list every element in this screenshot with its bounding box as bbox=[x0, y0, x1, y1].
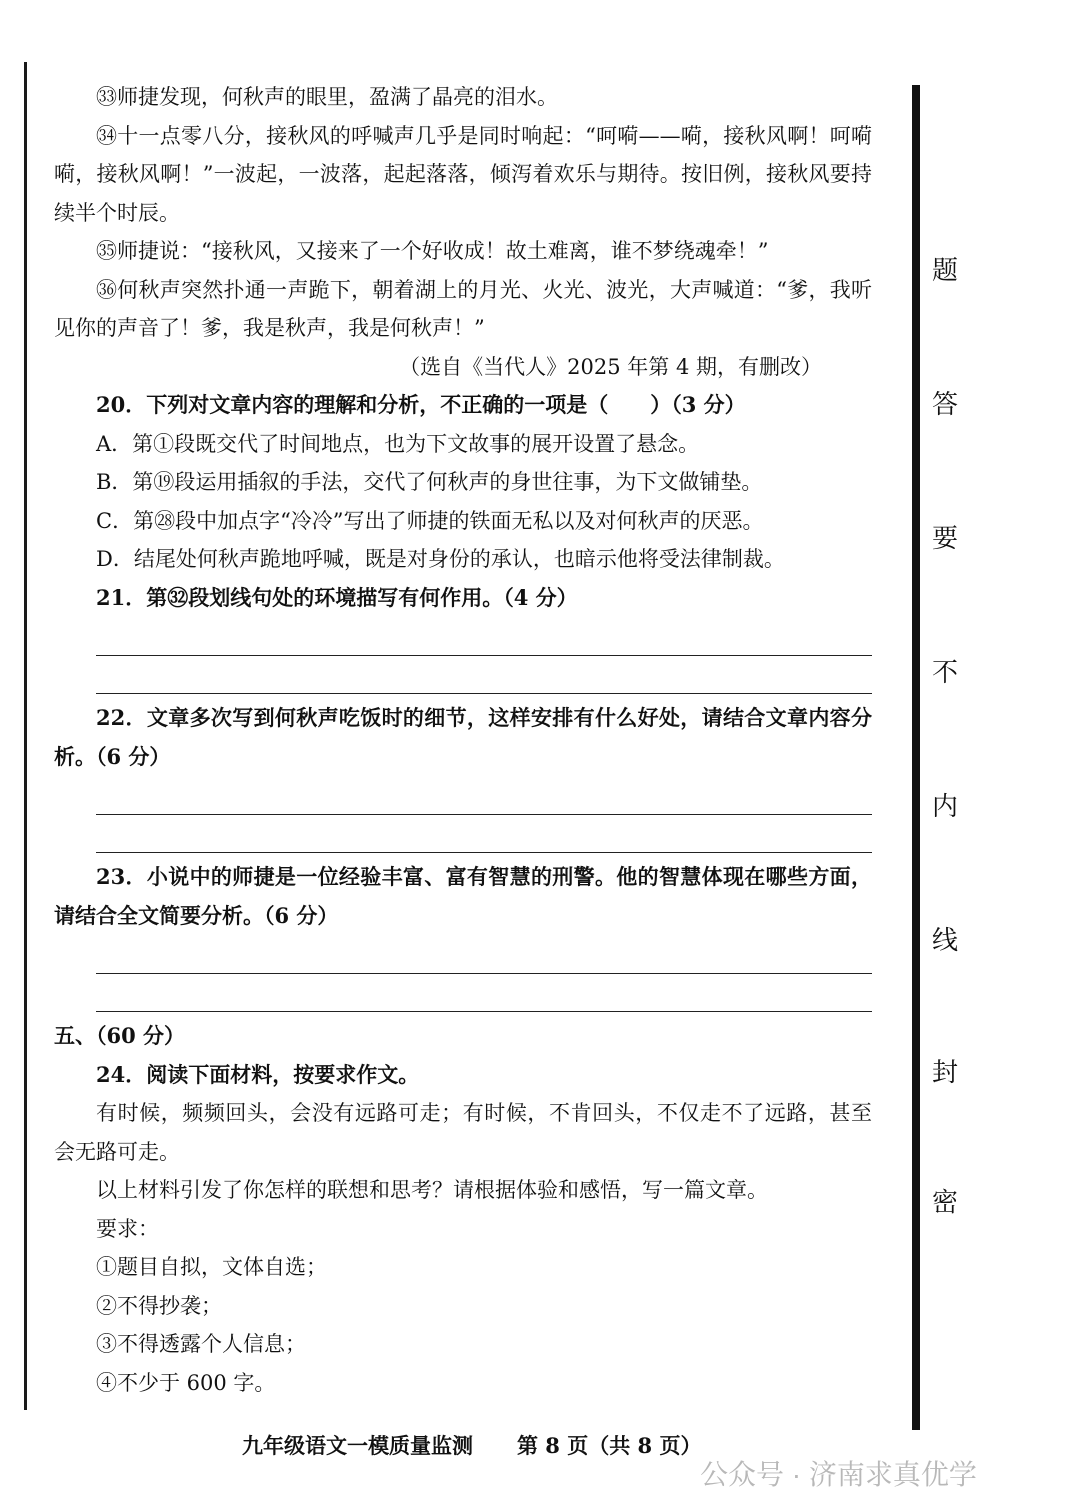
paragraph-34: ㉞十一点零八分，接秋风的呼喊声几乎是同时响起：“呵嗬——嗬，接秋风啊！呵嗬嗬，接秋风啊！”一波起，一波落，起起落落，倾泻着欢乐与期待。按旧例，接秋风要持续半个时辰。 bbox=[54, 123, 872, 225]
seal-char: 封 bbox=[931, 1058, 958, 1088]
seal-char: 要 bbox=[931, 524, 958, 554]
exam-name: 九年级语文一模质量监测 bbox=[242, 1433, 473, 1458]
page-footer bbox=[242, 1430, 701, 1462]
requirements-label: 要求： bbox=[96, 1216, 159, 1241]
requirement-item: ④不少于 600 字。 bbox=[96, 1370, 276, 1395]
seal-char: 题 bbox=[931, 256, 958, 286]
requirement-item: ①题目自拟，文体自选； bbox=[96, 1255, 327, 1279]
requirement-item: ③不得透露个人信息； bbox=[96, 1332, 306, 1356]
page-number: 第 8 页（共 8 页） bbox=[517, 1433, 702, 1458]
question-20-option-c: C．第㉘段中加点字“冷冷”写出了师捷的铁面无私以及对何秋声的厌恶。 bbox=[96, 508, 764, 533]
answer-line[interactable] bbox=[96, 815, 872, 854]
answer-line[interactable] bbox=[96, 656, 872, 695]
source-citation: （选自《当代人》2025 年第 4 期，有删改） bbox=[399, 354, 822, 379]
requirement-item: ②不得抄袭； bbox=[96, 1293, 222, 1318]
answer-line[interactable] bbox=[96, 935, 872, 974]
paragraph-36: ㊱何秋声突然扑通一声跪下，朝着湖上的月光、火光、波光，大声喊道：“爹，我听见你的声音了！爹，我是秋声，我是何秋声！” bbox=[54, 277, 872, 340]
paragraph-33: ㉝师捷发现，何秋声的眼里，盈满了晶亮的泪水。 bbox=[96, 85, 558, 109]
page-content bbox=[54, 78, 872, 1402]
question-22-stem: 22．文章多次写到何秋声吃饭时的细节，这样安排有什么好处，请结合文章内容分析。（6 分） bbox=[54, 705, 872, 769]
answer-line[interactable] bbox=[96, 974, 872, 1013]
question-21-stem: 21．第㉜段划线句处的环境描写有何作用。（4 分） bbox=[96, 584, 578, 610]
question-24-stem: 24．阅读下面材料，按要求作文。 bbox=[96, 1061, 420, 1087]
question-20-stem: 20．下列对文章内容的理解和分析，不正确的一项是（ ）（3 分） bbox=[96, 392, 746, 417]
seal-char: 密 bbox=[931, 1188, 958, 1218]
left-margin-rule bbox=[24, 62, 27, 1410]
seal-char: 答 bbox=[931, 390, 958, 420]
section-5-heading: 五、（60 分） bbox=[54, 1023, 186, 1048]
question-20-option-b: B．第⑲段运用插叙的手法，交代了何秋声的身世往事，为下文做铺垫。 bbox=[96, 470, 763, 494]
seal-char: 内 bbox=[931, 792, 958, 822]
seal-char: 不 bbox=[931, 658, 958, 688]
question-20-option-d: D．结尾处何秋声跪地呼喊，既是对身份的承认，也暗示他将受法律制裁。 bbox=[96, 547, 785, 571]
question-23-stem: 23．小说中的师捷是一位经验丰富、富有智慧的刑警。他的智慧体现在哪些方面，请结合全文简要分析。（6 分） bbox=[54, 864, 872, 928]
answer-line[interactable] bbox=[96, 617, 872, 656]
essay-prompt: 以上材料引发了你怎样的联想和思考？请根据体验和感悟，写一篇文章。 bbox=[96, 1178, 768, 1202]
paragraph-35: ㉟师捷说：“接秋风，又接来了一个好收成！故土难离，谁不梦绕魂牵！” bbox=[96, 239, 769, 263]
question-20-option-a: A．第①段既交代了时间地点，也为下文故事的展开设置了悬念。 bbox=[96, 431, 700, 456]
essay-material: 有时候，频频回头，会没有远路可走；有时候，不肯回头，不仅走不了远路，甚至会无路可走。 bbox=[54, 1101, 872, 1164]
binding-line bbox=[912, 85, 920, 1430]
watermark: 公众号 · 济南求真优学 bbox=[700, 1459, 977, 1490]
answer-line[interactable] bbox=[96, 776, 872, 815]
seal-char: 线 bbox=[931, 926, 958, 956]
